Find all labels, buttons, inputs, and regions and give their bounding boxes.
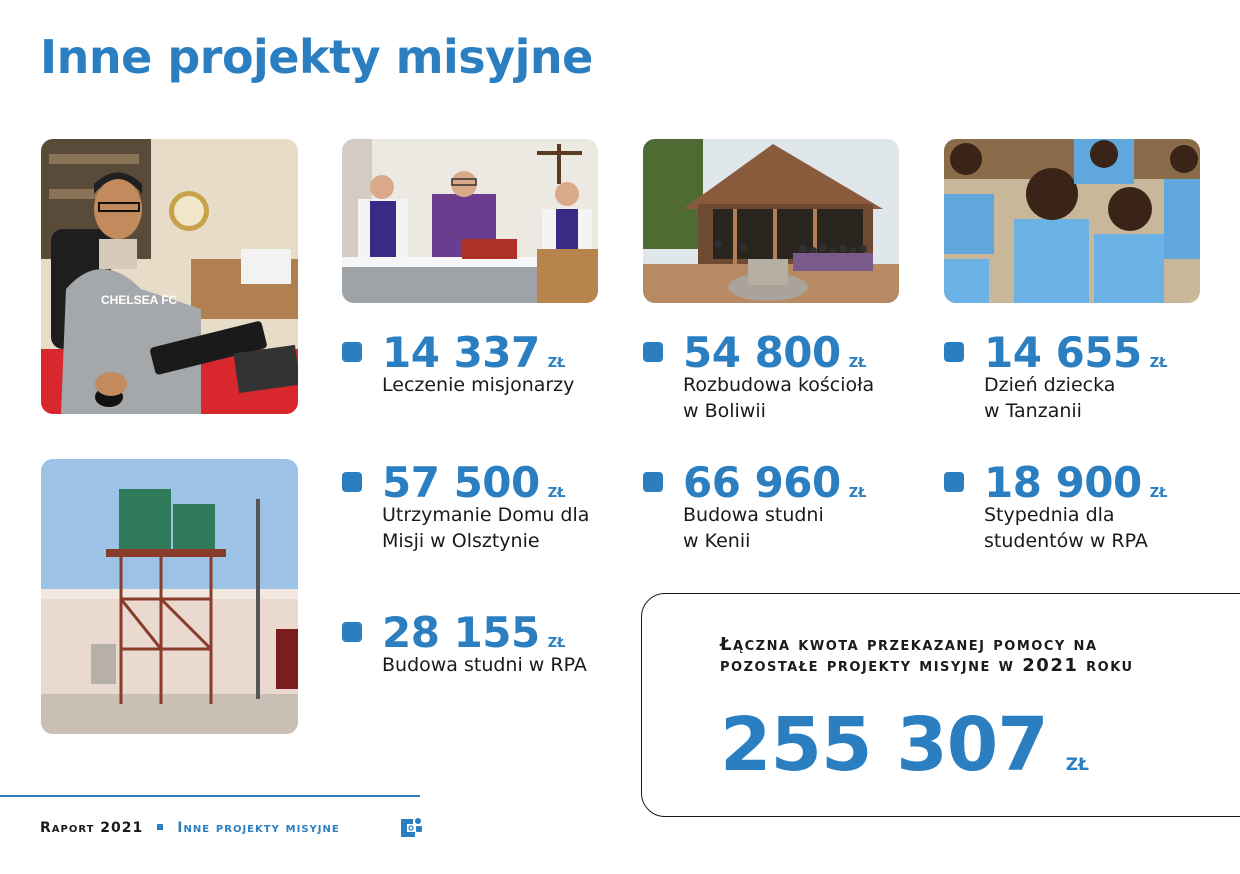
- footer-separator: [157, 824, 163, 830]
- stat-amount: 54 800 zł: [683, 328, 867, 377]
- stat-description: Stypednia dla studentów w RPA: [984, 504, 1148, 552]
- shirt-text: CHELSEA FC: [101, 293, 178, 307]
- stat-description: Budowa studni w RPA: [382, 654, 587, 676]
- organization-logo-icon: [399, 816, 425, 840]
- footer-report: Raport 2021: [40, 820, 144, 836]
- stat-amount: 57 500 zł: [382, 458, 566, 507]
- photo-church-building: [643, 139, 899, 303]
- bullet-square: [944, 472, 964, 492]
- stat-description: Utrzymanie Domu dla Misji w Olsztynie: [382, 504, 590, 552]
- bullet-square: [643, 342, 663, 362]
- bullet-square: [944, 342, 964, 362]
- stat-description: Leczenie misjonarzy: [382, 374, 575, 396]
- stat-amount: 28 155 zł: [382, 608, 566, 657]
- bullet-square: [643, 472, 663, 492]
- page-title: Inne projekty misyjne: [40, 30, 593, 84]
- footer: [40, 820, 340, 836]
- bullet-square: [342, 622, 362, 642]
- total-amount: 255 307 zł: [720, 702, 1089, 788]
- footer-section: Inne projekty misyjne: [177, 820, 340, 836]
- bullet-square: [342, 472, 362, 492]
- stat-amount: 14 655 zł: [984, 328, 1168, 377]
- photo-priests-at-altar: [342, 139, 598, 303]
- stat-description: Rozbudowa kościoła w Boliwii: [683, 374, 875, 422]
- photo-water-tanks: [41, 459, 298, 734]
- total-summary-box: [641, 593, 1240, 817]
- bullet-square: [342, 342, 362, 362]
- photo-children: [944, 139, 1200, 303]
- stat-amount: 66 960 zł: [683, 458, 867, 507]
- stat-description: Budowa studni w Kenii: [683, 504, 824, 552]
- stat-amount: 14 337 zł: [382, 328, 566, 377]
- photo-man-at-desk: [41, 139, 298, 414]
- stat-description: Dzień dziecka w Tanzanii: [984, 374, 1116, 422]
- footer-divider: [0, 795, 420, 797]
- stat-amount: 18 900 zł: [984, 458, 1168, 507]
- total-label: Łączna kwota przekazanej pomocy na pozostałe projekty misyjne w 2021 roku: [720, 634, 1134, 676]
